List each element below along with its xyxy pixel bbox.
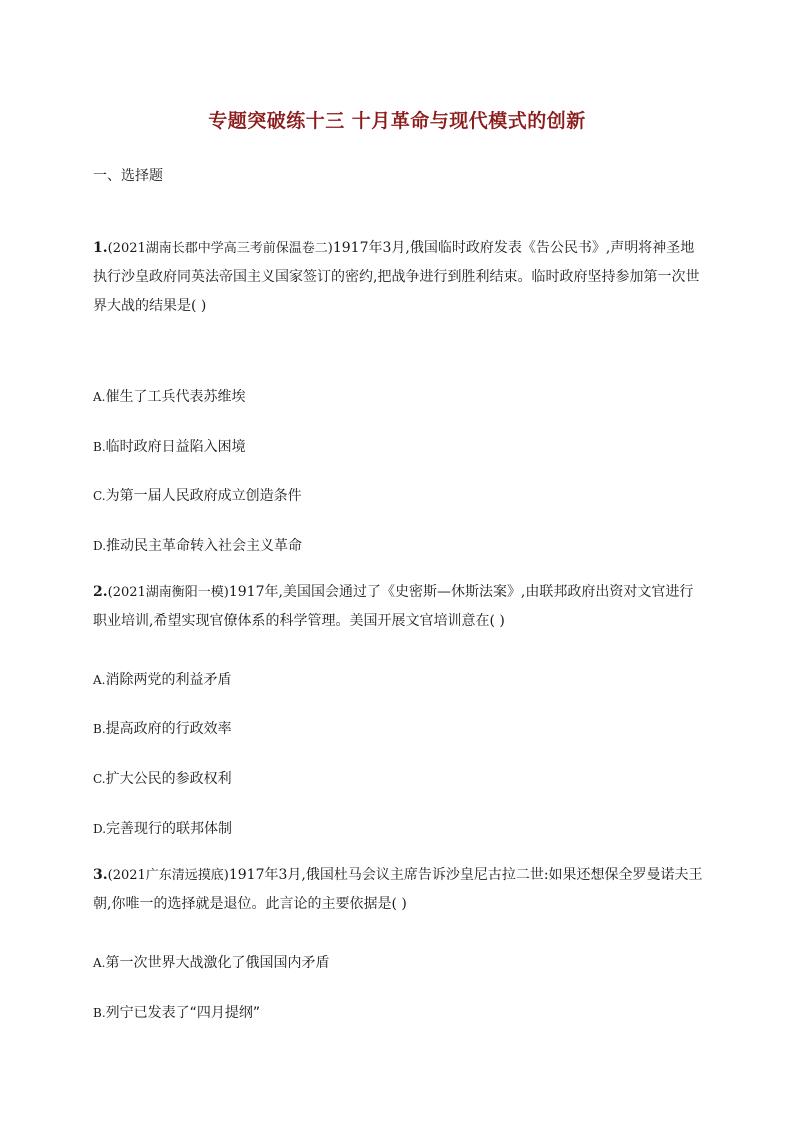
question-number: 1. — [93, 240, 108, 256]
option-b[interactable] — [93, 436, 246, 456]
question-source: (2021广东清远摸底) — [107, 868, 229, 883]
option-text: 第一次世界大战激化了俄国国内矛盾 — [105, 955, 330, 971]
question-text: 1917年,美国国会通过了《史密斯—休斯法案》,由联邦政府出资对文官进行职业培训,希望实现官僚体系的科学管理。美国开展文官培训意在( ) — [93, 584, 694, 629]
question-source: (2021湖南衡阳一模) — [107, 585, 229, 600]
option-text: 列宁已发表了“四月提纲” — [105, 1005, 261, 1021]
question-2 — [93, 578, 703, 636]
option-text: 为第一届人民政府成立创造条件 — [105, 488, 302, 504]
option-text: 扩大公民的参政权利 — [105, 771, 232, 787]
option-key: D. — [93, 539, 107, 553]
question-stem — [93, 234, 703, 321]
question-text: 1917年3月,俄国杜马会议主席告诉沙皇尼古拉二世:如果还想保全罗曼诺夫王朝,你唯一的选择就是退位。此言论的主要依据是( ) — [93, 867, 703, 912]
page-title: 专题突破练十三 十月革命与现代模式的创新 — [208, 110, 586, 132]
option-d[interactable] — [93, 818, 232, 838]
question-source: (2021湖南长郡中学高三考前保温卷二) — [107, 241, 333, 256]
question-3 — [93, 861, 703, 919]
option-text: 消除两党的利益矛盾 — [105, 672, 232, 688]
section-heading: 一、选择题 — [93, 168, 163, 184]
question-number: 2. — [93, 584, 108, 600]
option-text: 催生了工兵代表苏维埃 — [105, 389, 246, 405]
option-d[interactable] — [93, 535, 302, 555]
option-key: B. — [93, 440, 106, 454]
question-text: 1917年3月,俄国临时政府发表《告公民书》,声明将神圣地执行沙皇政府同英法帝国主义国家签订的密约,把战争进行到胜利结束。临时政府坚持参加第一次世界大战的结果是( ) — [93, 240, 700, 314]
option-key: D. — [93, 822, 107, 836]
option-key: A. — [93, 390, 106, 404]
question-stem — [93, 578, 703, 636]
option-text: 提高政府的行政效率 — [105, 721, 232, 737]
option-key: B. — [93, 1006, 106, 1020]
option-a[interactable] — [93, 952, 329, 972]
option-a[interactable] — [93, 669, 231, 689]
option-text: 推动民主革命转入社会主义革命 — [106, 538, 303, 554]
option-key: C. — [93, 772, 106, 786]
option-key: A. — [93, 673, 106, 687]
option-c[interactable] — [93, 768, 232, 788]
question-stem — [93, 861, 703, 919]
question-number: 3. — [93, 867, 108, 883]
option-b[interactable] — [93, 718, 232, 738]
option-c[interactable] — [93, 485, 302, 505]
option-b[interactable] — [93, 1002, 260, 1022]
question-1 — [93, 234, 703, 321]
option-key: A. — [93, 956, 106, 970]
option-a[interactable] — [93, 386, 245, 406]
option-key: C. — [93, 489, 106, 503]
option-text: 完善现行的联邦体制 — [106, 821, 233, 837]
option-key: B. — [93, 722, 106, 736]
option-text: 临时政府日益陷入困境 — [105, 439, 246, 455]
